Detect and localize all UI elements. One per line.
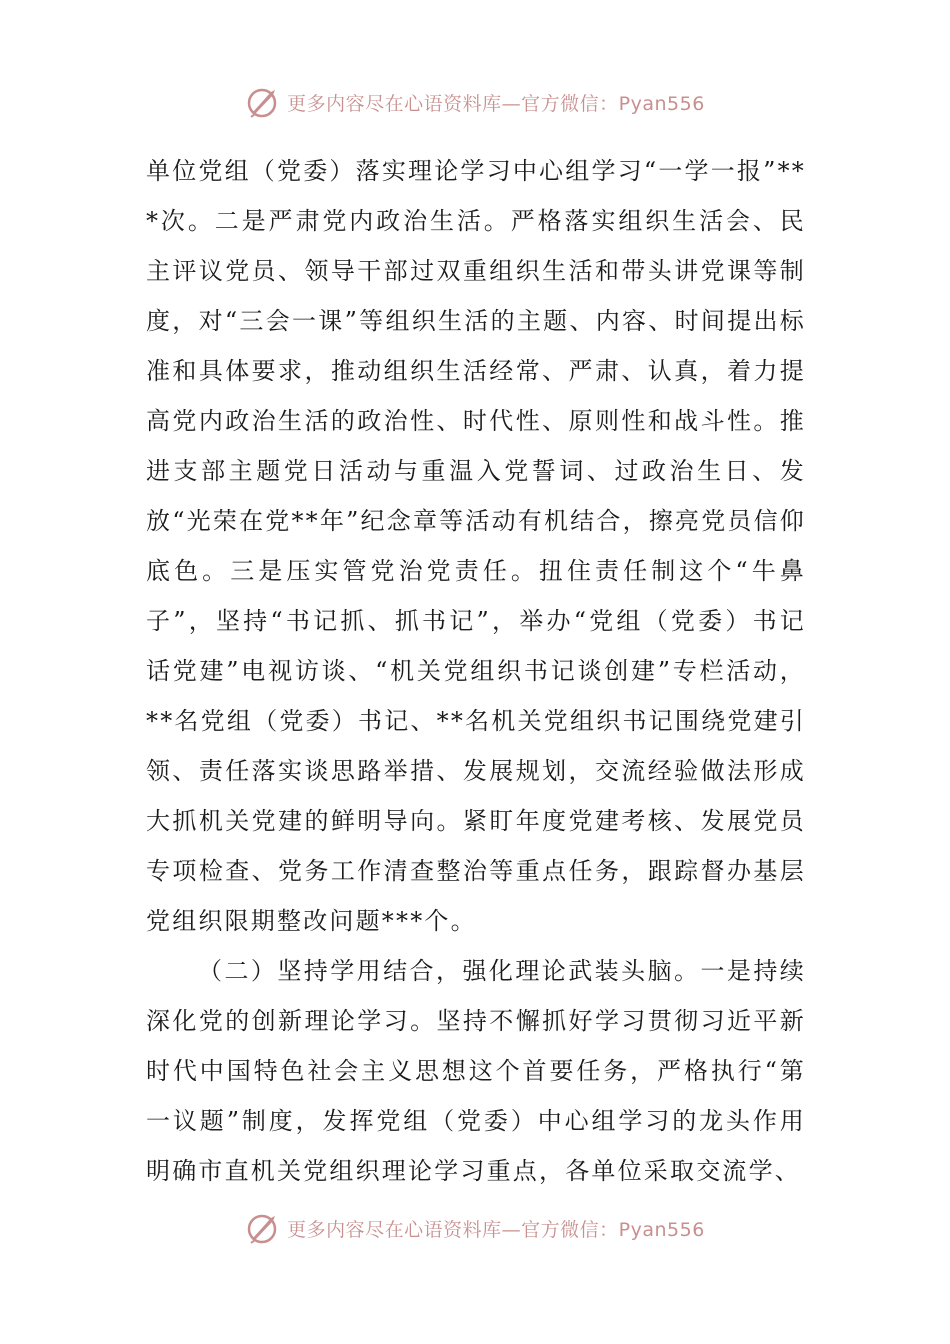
paragraph-2: （二）坚持学用结合，强化理论武装头脑。一是持续深化党的创新理论学习。坚持不懈抓好学习贯彻习近平新时代中国特色社会主义思想这个首要任务，严格执行“第一议题”制度，发挥党组（党委）中心组学习的龙头作用明确市直机关党组织理论学习重点，各单位采取交流学、 xyxy=(146,957,806,1185)
pen-circle-logo-icon xyxy=(245,1210,281,1246)
document-body xyxy=(146,146,806,1196)
footer-watermark xyxy=(0,1208,950,1248)
pen-circle-logo-icon xyxy=(245,84,281,120)
paragraph-1: 单位党组（党委）落实理论学习中心组学习“一学一报”***次。二是严肃党内政治生活。严格落实组织生活会、民主评议党员、领导干部过双重组织生活和带头讲党课等制度，对“三会一课”等组织生活的主题、内容、时间提出标准和具体要求，推动组织生活经常、严肃、认真，着力提高党内政治生活的政治性、时代性、原则性和战斗性。推进支部主题党日活动与重温入党誓词、过政治生日、发放“光荣在党**年”纪念章等活动有机结合，擦亮党员信仰底色。三是压实管党治党责任。扭住责任制这个“牛鼻子”，坚持“书记抓、抓书记”，举办“党组（党委）书记话党建”电视访谈、“机关党组织书记谈创建”专栏活动，**名党组（党委）书记、**名机关党组织书记围绕党建引领、责任落实谈思路举措、发展规划，交流经验做法形成大抓机关党建的鲜明导向。紧盯年度党建考核、发展党员专项检查、党务工作清查整治等重点任务，跟踪督办基层党组织限期整改问题***个。 xyxy=(146,157,806,935)
watermark-handle: Pyan556 xyxy=(618,1218,705,1241)
watermark-handle: Pyan556 xyxy=(618,92,705,115)
watermark-text: 更多内容尽在心语资料库—官方微信：Pyan556 xyxy=(287,92,705,115)
header-watermark xyxy=(0,82,950,122)
watermark-text: 更多内容尽在心语资料库—官方微信：Pyan556 xyxy=(287,1218,705,1241)
